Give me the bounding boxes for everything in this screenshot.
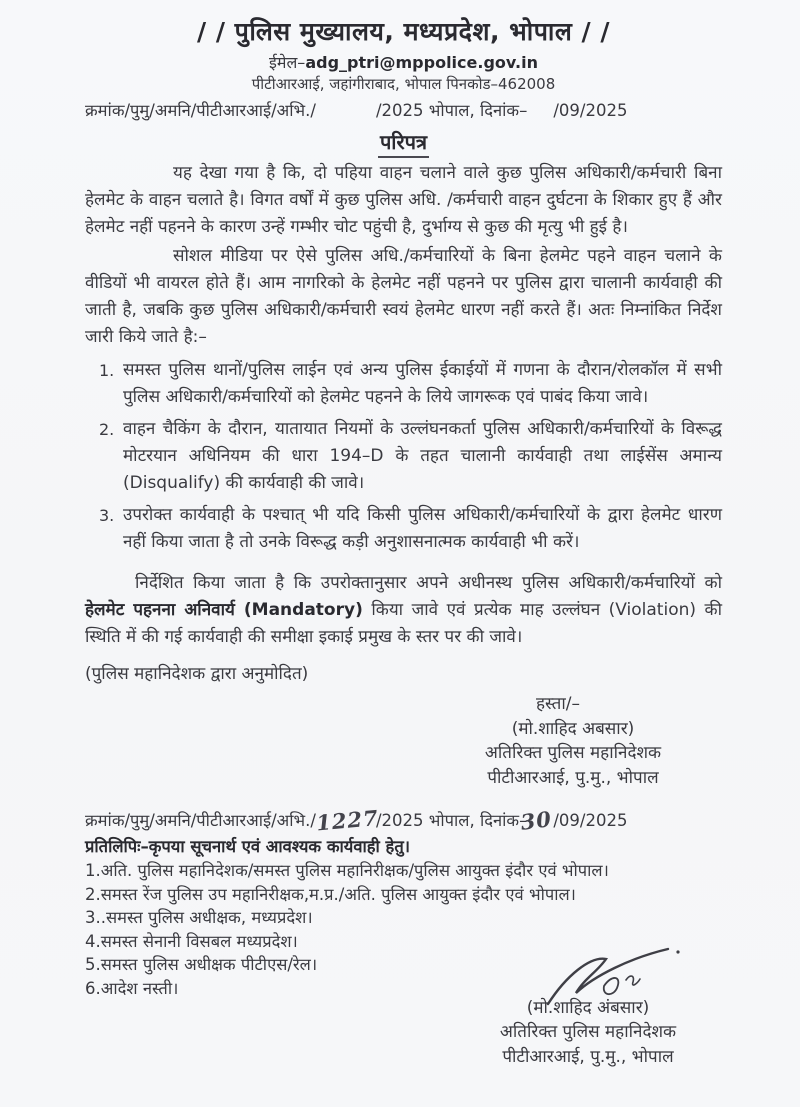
directive-item-2 <box>99 416 722 497</box>
ref-top-middle: /2025 भोपाल, दिनांक– <box>375 101 528 120</box>
directives-list <box>85 357 722 556</box>
ref-bottom-suffix: /09/2025 <box>553 811 628 830</box>
directive-number: 2. <box>99 420 115 439</box>
signatory-office: पीटीआरआई, पु.मु., भोपाल <box>487 767 659 788</box>
closing-paragraph <box>85 570 722 651</box>
directive-item-1 <box>99 357 722 411</box>
copy-to-item: 5.समस्त पुलिस अधीक्षक पीटीएस/रेल। <box>85 955 318 974</box>
copy-to-item: 2.समस्त रेंज पुलिस उप महानिरीक्षक,म.प्र./अति. पुलिस आयुक्त इंदौर एवं भोपाल। <box>85 884 576 904</box>
ref-top-suffix: /09/2025 <box>553 101 628 120</box>
letterhead <box>85 14 722 94</box>
paragraph-1: यह देखा गया है कि, दो पहिया वाहन चलाने वाले कुछ पुलिस अधिकारी/कर्मचारी बिना हेलमेट के वाहन चलाते है। विगत वर्षों में कुछ पुलिस अधि. /कर्मचारी वाहन दुर्घटना के शिकार हुए हैं और हेलमेट नहीं पहनने के कारण उन्हें गम्भीर चोट पहुंची है, दुर्भाग्य से कुछ की मृत्यु भी हुई है। <box>85 163 722 237</box>
email-address: adg_ptri@mppolice.gov.in <box>305 53 538 72</box>
directive-text: समस्त पुलिस थानों/पुलिस लाईन एवं अन्य पुलिस ईकाईयों में गणना के दौरान/रोलकॉल में सभी पुलिस अधिकारी/कर्मचारियों को हेलमेट पहनने के लिये जागरूक एवं पाबंद किया जावे। <box>123 360 722 407</box>
copy-to-heading: प्रतिलिपिः–कृपया सूचनार्थ एवं आवश्यक कार्यवाही हेतु। <box>85 837 410 856</box>
closing-before: निर्देशित किया जाता है कि उपरोक्तानुसार अपने अधीनस्थ पुलिस अधिकारी/कर्मचारियों को <box>135 573 722 593</box>
ref-top-prefix: क्रमांक/पुमु/अमनि/पीटीआरआई/अभि./ <box>85 101 316 120</box>
directive-text: वाहन चैकिंग के दौरान, यातायात नियमों के उल्लंघनकर्ता पुलिस अधिकारी/कर्मचारियों के विरूद्ध मोटरयान अधिनियम की धारा 194–D के तहत चालानी कार्यवाही तथा लाईसेंस अमान्य (Disqualify) की कार्यवाही की जावे। <box>123 419 722 493</box>
org-title: / / पुलिस मुख्यालय, मध्यप्रदेश, भोपाल / / <box>197 17 610 46</box>
reference-line-top <box>85 98 722 121</box>
paragraph-2: सोशल मीडिया पर ऐसे पुलिस अधि./कर्मचारियों के बिना हेलमेट पहने वाहन चलाने के वीडियों भी वायरल होते हैं। आम नागरिको के हेलमेट नहीं पहनने पर पुलिस द्वारा चालानी कार्यवाही की जाती है, जबकि कुछ पुलिस अधिकारी/कर्मचारी स्वयं हेलमेट धारण नहीं करते हैं। अतः निम्नांकित निर्देश जारी किये जाते है:– <box>85 246 722 347</box>
copy-to-item: 3..समस्त पुलिस अधीक्षक, मध्यप्रदेश। <box>85 908 313 927</box>
reference-line-bottom <box>85 805 722 836</box>
ref-bottom-prefix: क्रमांक/पुमु/अमनि/पीटीआरआई/अभि./ <box>85 811 316 830</box>
signatory-name: (मो.शाहिद अबसार) <box>511 718 635 739</box>
email-label: ईमेल– <box>269 53 306 72</box>
subject-wrap <box>85 128 722 158</box>
signature-block-signed <box>438 946 738 1070</box>
closing-after: किया जावे एवं प्रत्येक माह उल्लंघन (Violation) की स्थिति में की गई कार्यवाही की समीक्षा इकाई प्रमुख के स्तर पर की जावे। <box>85 600 722 647</box>
signatory-designation: अतिरिक्त पुलिस महानिदेशक <box>499 1022 677 1042</box>
email-line <box>85 51 722 73</box>
handwritten-dispatch-number: 1227 <box>315 805 380 836</box>
directive-number: 1. <box>99 361 115 380</box>
signature-block-typed <box>438 692 708 790</box>
signature-salutation: हस्ता/– <box>536 694 580 714</box>
signatory-office: पीटीआरआई, पु.मु., भोपाल <box>502 1046 674 1067</box>
directive-item-3 <box>99 502 722 556</box>
copy-to-item: 4.समस्त सेनानी विसबल मध्यप्रदेश। <box>85 931 298 951</box>
handwritten-date: 30 <box>519 806 554 835</box>
copy-to-item: 1.अति. पुलिस महानिदेशक/समस्त पुलिस महानिरीक्षक/पुलिस आयुक्त इंदौर एवं भोपाल। <box>85 861 609 880</box>
copy-to-item: 6.आदेश नस्ती। <box>85 978 179 998</box>
closing-mandatory-bold: हेलमेट पहनना अनिवार्य (Mandatory) <box>85 600 363 620</box>
directive-number: 3. <box>99 506 115 525</box>
signatory-name: (मो.शाहिद अंबसार) <box>526 997 650 1018</box>
subject-heading: परिपत्र <box>378 128 429 158</box>
approved-note: (पुलिस महानिदेशक द्वारा अनुमोदित) <box>85 664 309 684</box>
directive-text: उपरोक्त कार्यवाही के पश्चात् भी यदि किसी पुलिस अधिकारी/कर्मचारियों के द्वारा हेलमेट धारण नहीं किया जाता है तो उनके विरूद्ध कड़ी अनुशासनात्मक कार्यवाही भी करें। <box>123 505 722 552</box>
signatory-designation: अतिरिक्त पुलिस महानिदेशक <box>484 743 662 763</box>
office-address: पीटीआरआई, जहांगीराबाद, भोपाल पिनकोड–462008 <box>251 75 556 93</box>
ref-bottom-middle: /2025 भोपाल, दिनांक– <box>375 811 528 830</box>
